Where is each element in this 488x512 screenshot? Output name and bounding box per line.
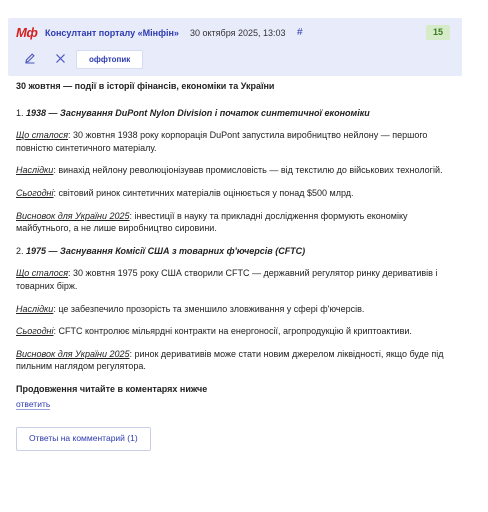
section-heading-text: 1938 — Заснування DuPont Nylon Division і початок синтетичної економіки xyxy=(26,107,370,118)
post-datetime: 30 октября 2025, 13:03 xyxy=(190,28,286,38)
section-heading-text: 1975 — Заснування Комісії США з товарних ф'ючерсів (CFTC) xyxy=(26,245,306,256)
comment-post xyxy=(8,18,462,451)
section-heading xyxy=(16,107,462,120)
paragraph-label: Що сталося xyxy=(16,130,69,141)
post-header xyxy=(8,18,462,76)
paragraph xyxy=(16,325,462,338)
paragraph-label: Що сталося xyxy=(16,268,69,279)
paragraph xyxy=(16,210,462,235)
paragraph-label: Сьогодні xyxy=(16,187,54,198)
paragraph xyxy=(16,164,462,177)
post-content xyxy=(8,76,462,451)
replies-button[interactable]: Ответы на комментарий (1) xyxy=(16,427,151,451)
paragraph-label: Наслідки xyxy=(16,165,54,176)
permalink-hash[interactable]: # xyxy=(297,27,303,38)
author-name[interactable]: Консултант порталу «Мінфін» xyxy=(45,28,179,38)
paragraph-text: : ринок деривативів може стати новим джерелом ліквідності, якщо буде під пильним наглядом регулятора. xyxy=(16,348,444,372)
paragraph-label: Сьогодні xyxy=(16,326,54,337)
offtopic-tag-button[interactable]: оффтопик xyxy=(76,50,143,69)
paragraph xyxy=(16,129,462,154)
section-number: 2. xyxy=(16,245,24,256)
section-number: 1. xyxy=(16,107,24,118)
rating-badge: 15 xyxy=(426,25,450,40)
paragraph-text: : світовий ринок синтетичних матеріалів оцінюється у понад $500 млрд. xyxy=(53,187,354,198)
paragraph-label: Висновок для України 2025 xyxy=(16,210,130,221)
paragraph-label: Наслідки xyxy=(16,303,54,314)
paragraph xyxy=(16,348,462,373)
paragraph xyxy=(16,267,462,292)
paragraph-text: : CFTC контролює мільярдні контракти на енергоносії, агропродукцію й криптоактиви. xyxy=(53,326,412,337)
paragraph-text: : 30 жовтня 1938 року корпорація DuPont запустила виробництво нейлону — першого повністю синтетичного матеріалу. xyxy=(16,130,428,153)
paragraph xyxy=(16,187,462,200)
paragraph xyxy=(16,303,462,316)
paragraph-text: : винахід нейлону революціонізував промисловість — від текстилю до військових технологій. xyxy=(53,165,443,176)
post-title: 30 жовтня — події в історії фінансів, економіки та України xyxy=(16,81,275,91)
minfin-logo: Мф xyxy=(16,25,38,40)
paragraph-label: Висновок для України 2025 xyxy=(16,348,130,359)
close-icon[interactable] xyxy=(50,49,70,67)
paragraph-text: : 30 жовтня 1975 року США створили CFTC — державний регулятор ринку деривативів і товарних бірж. xyxy=(16,268,438,291)
section-heading xyxy=(16,245,462,258)
continue-note: Продовження читайте в коментарях нижче xyxy=(16,383,208,394)
pencil-icon[interactable] xyxy=(20,49,40,67)
paragraph-text: : це забезпечило прозорість та зменшило зловживання у сфері ф'ючерсів. xyxy=(53,303,365,314)
reply-link[interactable]: ответить xyxy=(16,398,51,409)
paragraph-text: : інвестиції в науку та прикладні дослідження формують економіку майбутнього, а не лише виробництво сировини. xyxy=(16,210,408,234)
